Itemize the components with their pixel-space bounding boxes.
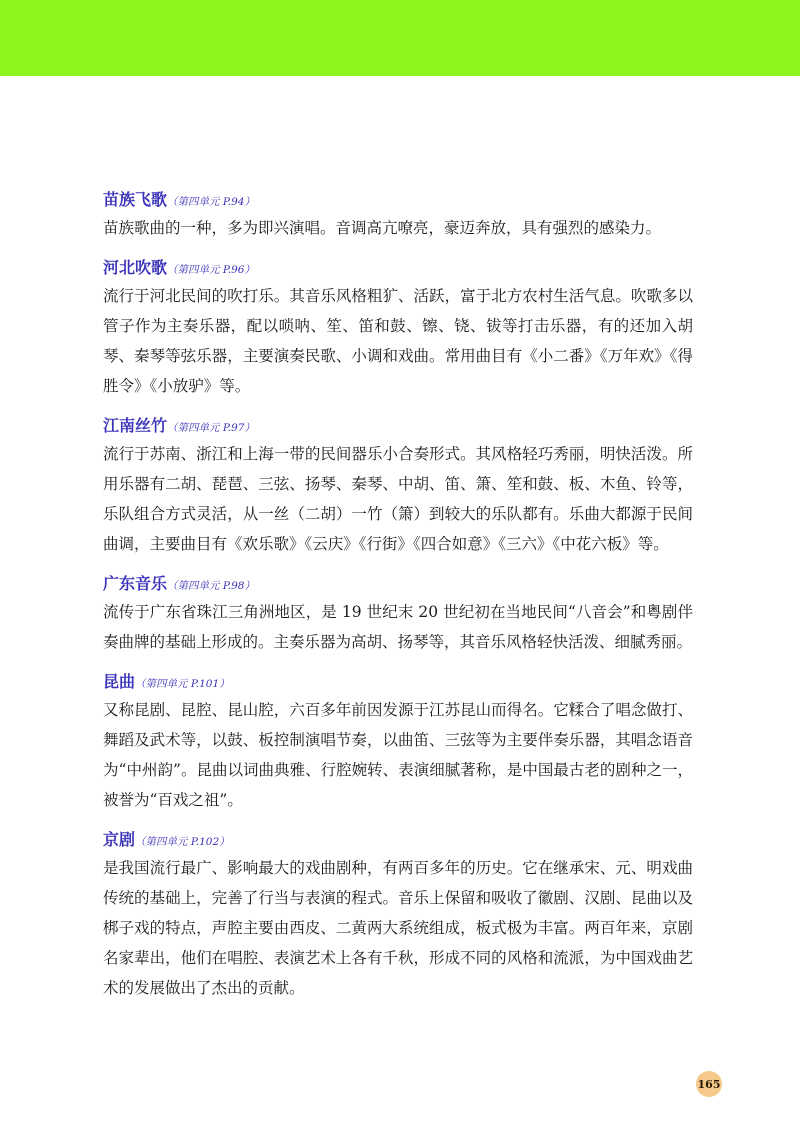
entry-definition: 流传于广东省珠江三角洲地区，是 19 世纪末 20 世纪初在当地民间“八音会”和粤剧伴奏曲牌的基础上形成的。主奏乐器为高胡、扬琴等，其音乐风格轻快活泼、细腻秀丽。 xyxy=(103,603,693,651)
entry-reference: （第四单元 P.97） xyxy=(167,422,255,434)
entry-heading xyxy=(103,255,693,281)
entry-heading xyxy=(103,571,693,597)
entry-term: 京剧 xyxy=(103,830,136,849)
entry-reference: （第四单元 P.102） xyxy=(135,836,230,848)
glossary-entry xyxy=(103,187,693,243)
entry-term: 江南丝竹 xyxy=(103,416,168,435)
entry-term: 广东音乐 xyxy=(103,574,168,593)
entry-reference: （第四单元 P.101） xyxy=(135,678,230,690)
entry-heading xyxy=(103,187,693,213)
entry-reference: （第四单元 P.94） xyxy=(167,196,255,208)
entry-heading xyxy=(103,827,693,853)
entry-heading xyxy=(103,413,693,439)
glossary-entry xyxy=(103,255,693,401)
entry-term: 河北吹歌 xyxy=(103,258,168,277)
entry-definition: 苗族歌曲的一种，多为即兴演唱。音调高亢嘹亮，豪迈奔放，具有强烈的感染力。 xyxy=(103,219,662,237)
glossary-entry xyxy=(103,413,693,559)
entry-definition: 流行于苏南、浙江和上海一带的民间器乐小合奏形式。其风格轻巧秀丽，明快活泼。所用乐器有二胡、琵琶、三弦、扬琴、秦琴、中胡、笛、箫、笙和鼓、板、木鱼、铃等，乐队组合方式灵活，从一丝（二胡）一竹（箫）到较大的乐队都有。乐曲大都源于民间曲调，主要曲目有《欢乐歌》《云庆》《行街》《四合如意》《三六》《中花六板》等。 xyxy=(103,445,693,553)
glossary-list xyxy=(103,187,693,1015)
entry-term: 昆曲 xyxy=(103,672,136,691)
top-color-band xyxy=(0,0,800,76)
entry-definition: 又称昆剧、昆腔、昆山腔，六百多年前因发源于江苏昆山而得名。它糅合了唱念做打、舞蹈及武术等，以鼓、板控制演唱节奏，以曲笛、三弦等为主要伴奏乐器，其唱念语音为“中州韵”。昆曲以词曲典雅、行腔婉转、表演细腻著称，是中国最古老的剧种之一，被誉为“百戏之祖”。 xyxy=(103,701,693,809)
entry-reference: （第四单元 P.96） xyxy=(167,264,255,276)
glossary-entry xyxy=(103,669,693,815)
entry-reference: （第四单元 P.98） xyxy=(167,580,255,592)
entry-definition: 是我国流行最广、影响最大的戏曲剧种，有两百多年的历史。它在继承宋、元、明戏曲传统的基础上，完善了行当与表演的程式。音乐上保留和吸收了徽剧、汉剧、昆曲以及梆子戏的特点，声腔主要由西皮、二黄两大系统组成，板式极为丰富。两百年来，京剧名家辈出，他们在唱腔、表演艺术上各有千秋，形成不同的风格和流派，为中国戏曲艺术的发展做出了杰出的贡献。 xyxy=(103,859,693,997)
entry-heading xyxy=(103,669,693,695)
entry-definition: 流行于河北民间的吹打乐。其音乐风格粗犷、活跃，富于北方农村生活气息。吹歌多以管子作为主奏乐器，配以唢呐、笙、笛和鼓、镲、铙、钹等打击乐器，有的还加入胡琴、秦琴等弦乐器，主要演奏民歌、小调和戏曲。常用曲目有《小二番》《万年欢》《得胜令》《小放驴》等。 xyxy=(103,287,693,395)
glossary-entry xyxy=(103,827,693,1003)
glossary-entry xyxy=(103,571,693,657)
entry-term: 苗族飞歌 xyxy=(103,190,168,209)
page-number: 165 xyxy=(696,1071,722,1097)
